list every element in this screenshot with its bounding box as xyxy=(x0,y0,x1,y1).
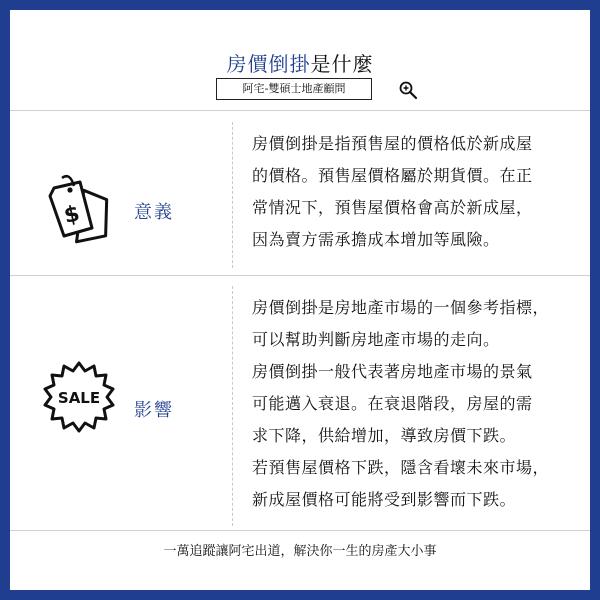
author-badge: 阿宅-雙碩士地產顧問 xyxy=(216,78,372,100)
divider-vertical-meaning xyxy=(232,122,233,268)
section-label-impact: 影響 xyxy=(134,400,174,421)
sale-badge-text: SALE xyxy=(57,389,101,407)
section-text-meaning: 房價倒掛是指預售屋的價格低於新成屋 的價格。預售屋價格屬於期貨價。在正 常情況下，預售屋價格會高於新成屋， 因為賣方需承擔成本增加等風險。 xyxy=(252,134,533,249)
divider-middle xyxy=(10,275,590,276)
page-title xyxy=(10,48,590,77)
title-rest: 是什麼 xyxy=(310,52,374,76)
divider-bottom xyxy=(10,530,590,531)
title-highlight: 房價倒掛 xyxy=(226,52,311,76)
divider-top xyxy=(10,110,590,111)
divider-vertical-impact xyxy=(232,286,233,526)
section-text-impact: 房價倒掛是房地產市場的一個參考指標， 可以幫助判斷房地產市場的走向。 房價倒掛一般代表著房地產市場的景氣 可能邁入衰退。在衰退階段，房屋的需 求下降，供給增加，導致房價下跌。 若預售屋價格下跌，隱含看壞未來市場， 新成屋價格可能將受到影響而下跌。 xyxy=(252,298,550,509)
svg-text:$: $ xyxy=(61,201,83,229)
price-tag-dollar-icon xyxy=(40,170,116,250)
magnify-plus-icon[interactable] xyxy=(398,80,418,100)
sale-badge-icon xyxy=(42,360,116,434)
section-label-meaning: 意義 xyxy=(134,202,174,223)
footer-slogan: 一萬追蹤讓阿宅出道，解決你一生的房產大小事 xyxy=(163,544,437,559)
